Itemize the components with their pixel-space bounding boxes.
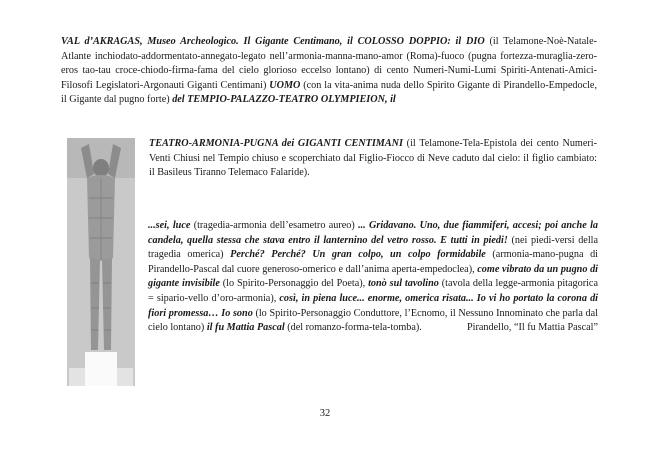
text-run: (tavola della legge-armonia pitagorica = sipario-vello d’oro-armonia), xyxy=(148,278,598,304)
text-run: (il Telamone-Tela-Epistola dei cento Numeri-Venti Chiusi nel Tempio chiuso e scoperchiato dal Figlio-Fiocco di Neve caduto dal cielo: il figlio cambiato: il Basileus Tiranno Telemaco Falaride). xyxy=(149,138,597,179)
text-run: UOMO xyxy=(269,79,301,91)
text-run: TEATRO-ARMONIA-PUGNA dei GIGANTI CENTIMANI xyxy=(149,138,403,149)
quote-attribution: Pirandello, “Il fu Mattia Pascal” xyxy=(467,322,598,333)
text-run: (armonia-mano-pugna di Pirandello-Pascal dal cuore generoso-omerico e dall’anima aperta-empedoclea), xyxy=(148,249,598,275)
text-run: Perché? Perché? Un gran colpo, un colpo formidabile xyxy=(230,249,486,261)
page-number: 32 xyxy=(319,408,331,419)
text-run: VAL d’AKRAGAS, Museo Archeologico. Il Gigante Centimano, il COLOSSO DOPPIO: il DIO xyxy=(61,36,485,47)
text-run: come vibrato da un pugno di gigante invisibile xyxy=(148,263,598,290)
text-run: (con la vita-anima nuda dello Spirito Gigante di Pirandello-Empedocle, il Gigante dal pugno forte) xyxy=(61,79,597,106)
text-run: (lo Spirito-Personaggio del Poeta), xyxy=(219,278,369,290)
paragraph-intro xyxy=(61,35,597,108)
paragraph-intro-continued xyxy=(149,137,597,181)
text-run: ...sei, luce xyxy=(148,220,191,231)
text-run: (nei piedi-versi della tragedia omerica) xyxy=(148,234,598,261)
text-run: (il Telamone-Noè-Natale-Atlante inchiodato-addormentato-annegato-legato nell’armonia-manna-mano-amor (Roma)-fuoco (pugna fortezza-muraglia-zero-eros tao-tau croce-chiodo-firma-fama del cielo glorioso eccelso lontano) di cento Numeri-Numi-Lumi Spiriti-Antenati-Amici-Filosofi Legislatori-Argonauti Giganti Centimani) xyxy=(61,36,597,91)
paragraph-quote xyxy=(148,219,598,336)
text-run: il fu Mattia Pascal xyxy=(206,322,285,334)
text-run: ... Gridavano. Uno, due fiammiferi, accesi; poi anche la candela, quella stessa che stava entro il lanternino del vetro rosso. E tutti in piedi! xyxy=(148,220,598,246)
telamon-statue-photo xyxy=(67,138,135,386)
text-run: (del romanzo-forma-tela-tomba). xyxy=(284,322,422,334)
text-run: (tragedia-armonia dell’esametro aureo) xyxy=(190,220,359,231)
text-run: così, in piena luce... enorme, omerica risata... Io vi ho portato la corona di fiori promessa… Io sono xyxy=(148,292,598,319)
text-run: del TEMPIO-PALAZZO-TEATRO OLYMPIEION, il xyxy=(172,94,396,106)
text-run: (lo Spirito-Personaggio Conduttore, l’Ecnomo, il Nessuno Innominato che parla dal cielo lontano) xyxy=(148,307,598,334)
text-run: tonò sul tavolino xyxy=(368,278,439,290)
